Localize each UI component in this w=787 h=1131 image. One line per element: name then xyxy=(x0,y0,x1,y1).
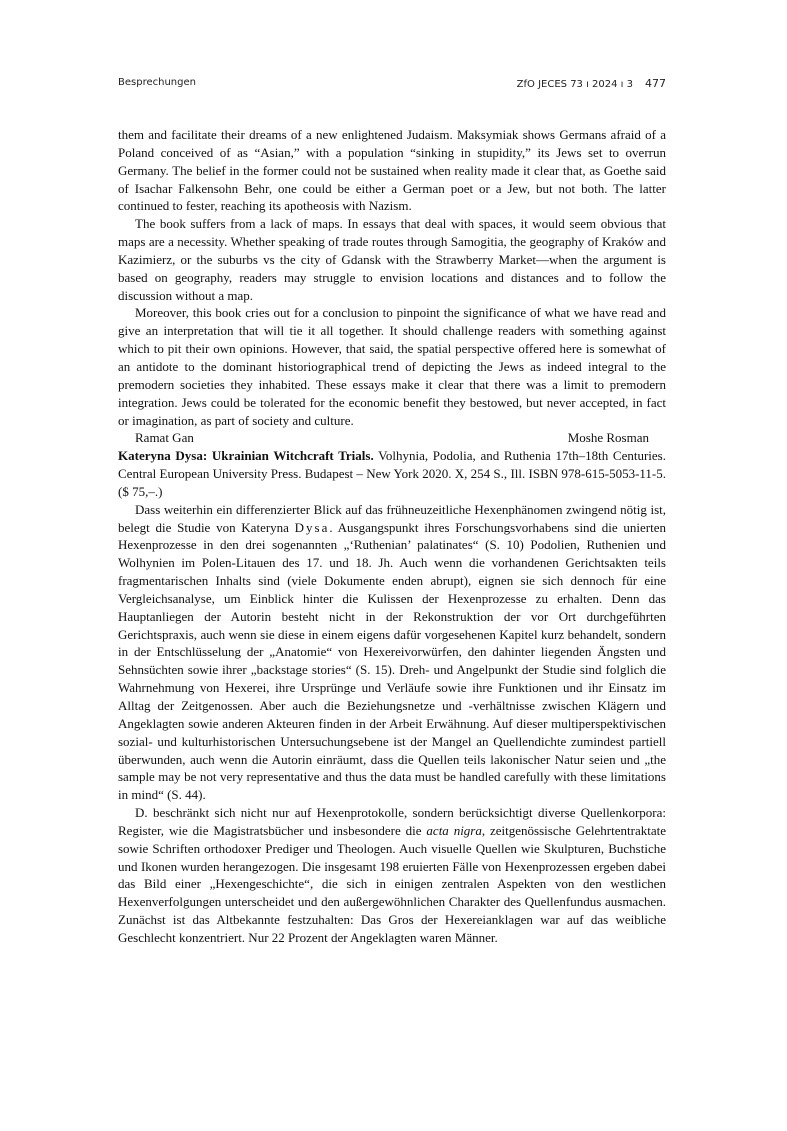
italic-term: acta nigra xyxy=(426,822,482,838)
text-run: , zeitgenössische Gelehrtentraktate sowie Schriften orthodoxer Prediger und Theologen. Auch visuelle Quellen wie Skulpturen, Buchstiche und Ikonen wurden herangezogen. Die insgesamt 198 eruierten Fälle von Hexenprozessen ergeben dabei das Bild einer „Hexengeschichte“, die sich in einigen zentralen Aspekten von den westlichen Hexenverfolgungen unterscheidet und den außergewöhnlichen Charakter des Quellenfundus ausmachen. Zunächst ist das Altbekannte festzuhalten: Das Gros der Hexereianklagen war auf das weibliche Geschlecht konzentriert. Nur 22 Prozent der Angeklagten waren Männer. xyxy=(118,822,666,945)
journal-info xyxy=(517,77,666,90)
reviewer-place: Ramat Gan xyxy=(135,430,194,446)
review-author-title: Kateryna Dysa: Ukrainian Witchcraft Trials. xyxy=(118,448,374,464)
paragraph: Moreover, this book cries out for a conclusion to pinpoint the significance of what we have read and give an interpretation that will tie it all together. It should challenge readers with something against which to pit their own opinions. However, that said, the spatial perspective offered here is somewhat of an antidote to the dominant historiographical trend of depicting the Jews as indeed integral to the premodern societies they inhabited. These essays make it clear that there was a limit to premodern integration. Jews could be tolerated for the economic benefit they bestowed, but never accepted, in fact or imagination, as part of society and culture. xyxy=(118,305,666,428)
review-bibliography: Volhynia, Podolia, and Ruthenia 17th–18th Centuries. Central European University Press. Budapest – New York 2020. X, 254 S., Ill. ISBN 978-615-5053-11-5. ($ 75,–.) xyxy=(118,448,666,499)
author-surname: Dysa xyxy=(294,519,330,535)
paragraph: The book suffers from a lack of maps. In essays that deal with spaces, it would seem obvious that maps are a necessity. Whether speaking of trade routes through Samogitia, the geography of Kraków and Kazimierz, or the suburbs vs the city of Gdansk with the Strawberry Market—when the argument is based on geography, readers may struggle to envision locations and distances and to follow the discussion without a map. xyxy=(118,216,666,303)
text-run: D. beschränkt sich nicht nur auf Hexenprotokolle, sondern berücksichtigt diverse Quellenkorpora: Register, wie die Magistratsbücher und insbesondere die xyxy=(118,805,666,838)
paragraph: them and facilitate their dreams of a new enlightened Judaism. Maksymiak shows Germans afraid of a Poland conceived of as “Asian,” with a population “sinking in stupidity,” its Jews set to overrun Germany. The belief in the former could not be sustained when reality made it clear that, as Goethe said of Isachar Falkensohn Behr, one could be either a German poet or a Jew, but not both. The latter continued to fester, reaching its apotheosis with Nazism. xyxy=(118,127,666,214)
running-head xyxy=(118,77,666,93)
text-run: . Ausgangspunkt ihres Forschungsvorhabens sind die unierten Hexenprozesse in den drei sogenannten „‘Ruthenian’ palatinates“ (S. 10) Podolien, Ruthenien und Wolhynien im Polen-Litauen des 17. und 18. Jh. Auch wenn die vorhandenen Gerichtsakten teils fragmentarischen Inhalts sind (viele Dokumente enden abrupt), eignen sie sich dennoch für eine Vergleichsanalyse, um Einblick hinter die Kulissen der Hexenprozesse zu erhalten. Denn das Hauptanliegen der Autorin besteht nicht in der Rekonstruktion der vor Ort durchgeführten Gerichtspraxis, auch wenn sie diese in einem eigens dafür vorgesehenen Kapitel kurz behandelt, sondern in der Entschlüsselung der „Anatomie“ von Hexereivorwürfen, den dahinter liegenden Ängsten und Sehnsüchten sowie ihrer „backstage stories“ (S. 15). Dreh- und Angelpunkt der Studie sind folglich die Wahrnehmung von Hexerei, ihre Ursprünge und Verläufe sowie ihre Funktionen und ihr Einsatz im Alltag der Zeitgenossen. Aber auch die Beziehungsnetze und -verhältnisse zwischen Klägern und Angeklagten sowie anderen Akteuren finden in der Arbeit Erwähnung. Auf dieser multiperspektivischen sozial- und kulturhistorischen Untersuchungsebene ist der Mangel an Quellendichte zumindest partiell überwunden, auch wenn die Autorin einräumt, dass die Quellen teils lakonischer Natur seien und „the sample may be not very representative and thus the data must be handled carefully with these limitations in mind“ (S. 44). xyxy=(118,519,666,803)
body-text xyxy=(118,126,666,947)
review-heading xyxy=(118,447,666,501)
paragraph xyxy=(118,501,666,804)
page-number: 477 xyxy=(645,77,666,90)
paragraph xyxy=(118,804,666,947)
section-title: Besprechungen xyxy=(118,77,196,88)
signature-line xyxy=(118,429,666,447)
reviewer-name: Moshe Rosman xyxy=(567,430,649,446)
journal-name: ZfO JECES 73 ı 2024 ı 3 xyxy=(516,79,633,90)
text-run: Dass weiterhin ein differenzierter Blick auf das frühneuzeitliche Hexenphänomen zwingend nötig ist, belegt die Studie von Kateryna xyxy=(118,501,666,535)
